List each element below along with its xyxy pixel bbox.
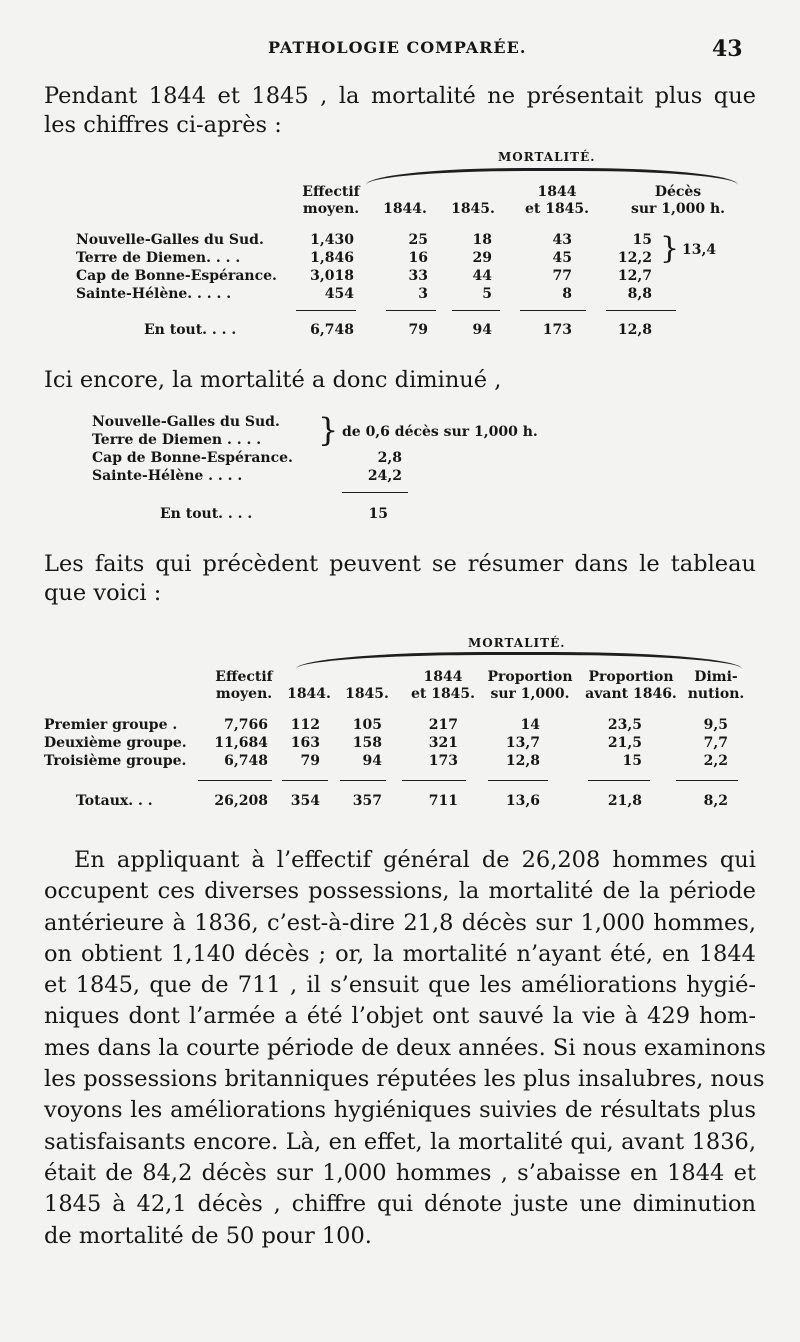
total-label: En tout. . . . <box>160 506 253 522</box>
cell-diminution: 7,7 <box>703 735 728 751</box>
column-header: Dimi- nution. <box>687 669 745 702</box>
cell-rate: 12,8 <box>617 322 652 338</box>
cell-value: 24,2 <box>367 468 402 484</box>
cell-proportion: 14 <box>520 717 540 733</box>
sum-rule <box>488 780 548 781</box>
table-row <box>0 753 800 771</box>
cell-rate: 15 <box>632 232 652 248</box>
cell-1845: 5 <box>482 286 492 302</box>
cell-diminution: 9,5 <box>703 717 728 733</box>
text-line: Pendant 1844 et 1845 , la mortalité ne présentait plus que <box>44 83 756 109</box>
brace-symbol: } <box>318 411 339 449</box>
sum-rule <box>282 780 328 781</box>
cell-effectif: 3,018 <box>310 268 354 284</box>
text-line: on obtient 1,140 décès ; or, la mortalité n’ayant été, en 1844 <box>44 940 756 967</box>
cell-1845: 94 <box>472 322 492 338</box>
cell-1845: 94 <box>362 753 382 769</box>
cell-both: 173 <box>542 322 572 338</box>
cell-proportion-avant: 21,5 <box>607 735 642 751</box>
paragraph-conclusion <box>44 845 766 1252</box>
column-header: 1845. <box>345 686 389 702</box>
cell-1845: 158 <box>352 735 382 751</box>
row-label: Nouvelle-Galles du Sud. <box>92 414 280 430</box>
column-header: 1844 et 1845. <box>524 184 590 217</box>
cell-effectif: 1,846 <box>310 250 354 266</box>
text-line: antérieure à 1836, c’est-à-dire 21,8 décès sur 1,000 hommes, <box>44 909 756 936</box>
total-value: 15 <box>368 506 388 522</box>
row-label: Cap de Bonne-Espérance. <box>92 450 293 466</box>
cell-1844: 354 <box>290 793 320 809</box>
cell-effectif: 11,684 <box>214 735 268 751</box>
cell-1845: 18 <box>472 232 492 248</box>
cell-both: 8 <box>562 286 572 302</box>
text-line: En appliquant à l’effectif général de 26,208 hommes qui <box>74 847 756 873</box>
cell-rate: 8,8 <box>627 286 652 302</box>
cell-both: 321 <box>428 735 458 751</box>
row-label: Deuxième groupe. <box>44 735 187 751</box>
bracket-text: de 0,6 décès sur 1,000 h. <box>342 424 538 440</box>
text-line: mes dans la courte période de deux années. Si nous examinons <box>44 1034 766 1061</box>
row-label: Terre de Diemen. . . . <box>76 250 241 266</box>
cell-both: 43 <box>552 232 572 248</box>
column-header: 1844. <box>287 686 331 702</box>
text-line: satisfaisants encore. Là, en effet, la mortalité qui, avant 1836, <box>44 1128 756 1155</box>
text-line: occupent ces diverses possessions, la mortalité de la période <box>44 878 756 905</box>
row-label: Sainte-Hélène. . . . . <box>76 286 232 302</box>
cell-both: 173 <box>428 753 458 769</box>
column-header: Proportion avant 1846. <box>585 669 677 702</box>
table-row <box>0 735 800 753</box>
row-label: Nouvelle-Galles du Sud. <box>76 232 264 248</box>
cell-1844: 3 <box>418 286 428 302</box>
text-line: que voici : <box>44 580 162 606</box>
cell-1845: 29 <box>472 250 492 266</box>
cell-effectif: 454 <box>324 286 354 302</box>
column-header: Effectif moyen. <box>302 184 360 217</box>
row-label: Totaux. . . <box>76 793 153 809</box>
text-line: 1845 à 42,1 décès , chiffre qui dénote juste une diminution <box>44 1191 756 1218</box>
column-header: Proportion sur 1,000. <box>487 669 573 702</box>
cell-proportion-avant: 21,8 <box>607 793 642 809</box>
cell-rate: 12,7 <box>617 268 652 284</box>
text-line: de mortalité de 50 pour 100. <box>44 1222 372 1249</box>
cell-diminution: 2,2 <box>703 753 728 769</box>
cell-both: 217 <box>428 717 458 733</box>
sum-rule <box>340 780 386 781</box>
cell-rate: 12,2 <box>617 250 652 266</box>
cell-effectif: 7,766 <box>224 717 268 733</box>
cell-both: 77 <box>552 268 572 284</box>
cell-effectif: 26,208 <box>214 793 268 809</box>
text-line: niques dont l’armée a été l’objet ont sauvé la vie à 429 hom- <box>44 1003 756 1030</box>
page-number: 43 <box>712 36 743 62</box>
text-line: était de 84,2 décès sur 1,000 hommes , s’abaisse en 1844 et <box>44 1159 756 1186</box>
cell-effectif: 1,430 <box>310 232 354 248</box>
sum-rule <box>588 780 650 781</box>
cell-1844: 79 <box>300 753 320 769</box>
text-line: Les faits qui précèdent peuvent se résumer dans le tableau <box>44 551 756 577</box>
cell-value: 2,8 <box>377 450 402 466</box>
text-line: Ici encore, la mortalité a donc diminué , <box>44 367 502 393</box>
cell-effectif: 6,748 <box>310 322 354 338</box>
text-line: et 1845, que de 711 , il s’ensuit que les améliorations hygié- <box>44 972 756 999</box>
sum-rule <box>676 780 738 781</box>
cell-1845: 357 <box>352 793 382 809</box>
column-header: 1844 et 1845. <box>410 669 476 702</box>
sum-rule <box>402 780 466 781</box>
column-header: Décès sur 1,000 h. <box>630 184 726 217</box>
sum-rule <box>198 780 272 781</box>
cell-both: 711 <box>428 793 458 809</box>
column-header: 1844. <box>383 201 427 217</box>
table-row <box>0 717 800 735</box>
cell-diminution: 8,2 <box>703 793 728 809</box>
cell-proportion: 12,8 <box>505 753 540 769</box>
cell-proportion: 13,7 <box>505 735 540 751</box>
column-header: 1845. <box>451 201 495 217</box>
cell-both: 45 <box>552 250 572 266</box>
row-label: Cap de Bonne-Espérance. <box>76 268 277 284</box>
row-label: En tout. . . . <box>144 322 237 338</box>
group-brace <box>296 652 742 669</box>
text-line: voyons les améliorations hygiéniques suivies de résultats plus <box>44 1097 756 1124</box>
brace-symbol: } <box>660 231 680 266</box>
running-title: PATHOLOGIE COMPARÉE. <box>268 38 527 57</box>
row-label: Troisième groupe. <box>44 753 187 769</box>
table-group-title: MORTALITÉ. <box>498 150 596 164</box>
cell-proportion: 13,6 <box>505 793 540 809</box>
table-total-row <box>0 793 800 811</box>
text-line: les chiffres ci-après : <box>44 112 282 138</box>
row-label: Premier groupe . <box>44 717 178 733</box>
cell-1844: 163 <box>290 735 320 751</box>
table-group-title: MORTALITÉ. <box>468 636 566 650</box>
cell-effectif: 6,748 <box>224 753 268 769</box>
cell-1844: 16 <box>408 250 428 266</box>
cell-1844: 79 <box>408 322 428 338</box>
cell-proportion-avant: 15 <box>622 753 642 769</box>
cell-proportion-avant: 23,5 <box>607 717 642 733</box>
text-line: les possessions britanniques réputées les plus insalubres, nous <box>44 1066 765 1093</box>
cell-1845: 105 <box>352 717 382 733</box>
cell-1844: 33 <box>408 268 428 284</box>
column-header: Effectif moyen. <box>215 669 273 702</box>
row-label: Sainte-Hélène . . . . <box>92 468 243 484</box>
cell-1844: 25 <box>408 232 428 248</box>
combined-rate: 13,4 <box>682 242 717 258</box>
row-label: Terre de Diemen . . . . <box>92 432 262 448</box>
cell-1845: 44 <box>472 268 492 284</box>
cell-1844: 112 <box>290 717 320 733</box>
